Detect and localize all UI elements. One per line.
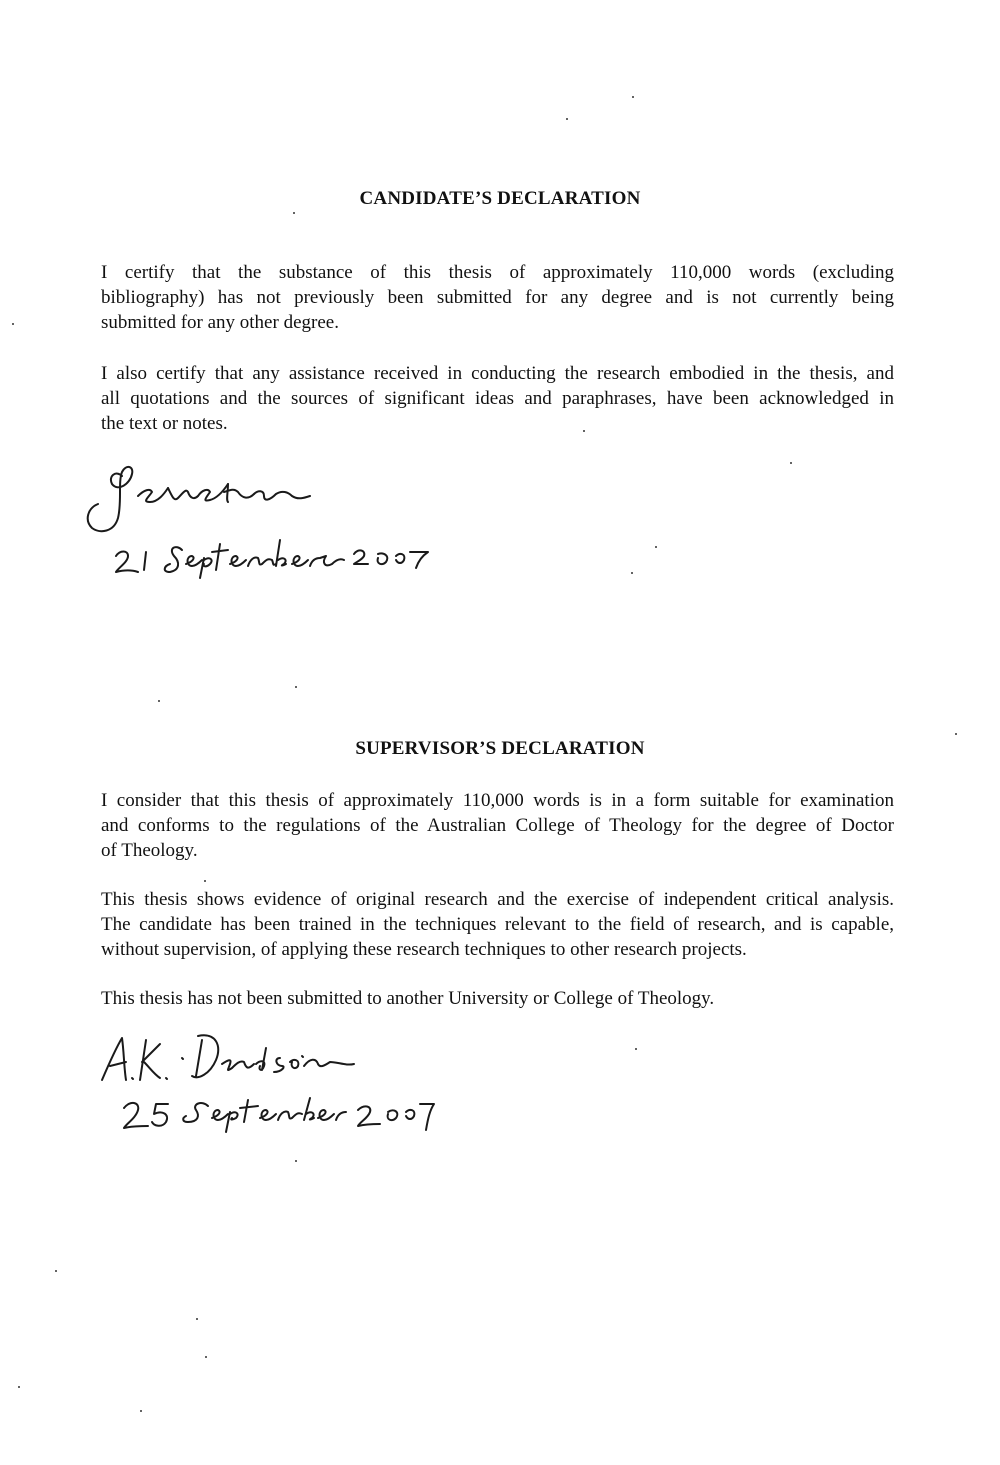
paragraph-line: I certify that the substance of this thesis of approximately 110,000 words (excluding: [101, 262, 894, 283]
paragraph-line: I consider that this thesis of approximately 110,000 words is in a form suitable for examination: [101, 790, 894, 811]
supervisor-evidence-paragraph: [101, 887, 894, 962]
scan-speck: [583, 430, 585, 432]
candidate-certify-paragraph: [101, 260, 894, 335]
supervisor-declaration-heading: SUPERVISOR’S DECLARATION: [355, 738, 645, 759]
supervisor-signature-date: [118, 1090, 438, 1140]
paragraph-line: I also certify that any assistance received in conducting the research embodied in the thesis, and: [101, 363, 894, 384]
paragraph-line: of Theology.: [101, 840, 198, 861]
scan-speck: [632, 96, 634, 98]
paragraph-line: bibliography) has not previously been submitted for any degree and is not currently being: [101, 287, 894, 308]
scan-speck: [295, 1160, 297, 1162]
scan-speck: [158, 700, 160, 702]
supervisor-signature: [98, 1028, 378, 1098]
scan-speck: [295, 686, 297, 688]
paragraph-line: This thesis shows evidence of original research and the exercise of independent critical analysis.: [101, 889, 894, 910]
paragraph-line: The candidate has been trained in the techniques relevant to the field of research, and is capable,: [101, 914, 894, 935]
candidate-declaration-heading: CANDIDATE’S DECLARATION: [359, 188, 641, 209]
paragraph-line: and conforms to the regulations of the Australian College of Theology for the degree of Doctor: [101, 815, 894, 836]
paragraph-line: submitted for any other degree.: [101, 312, 339, 333]
paragraph-line: all quotations and the sources of significant ideas and paraphrases, have been acknowledged in: [101, 388, 894, 409]
scan-speck: [293, 212, 295, 214]
scan-speck: [18, 1386, 20, 1388]
scan-speck: [631, 572, 633, 574]
paragraph-line: without supervision, of applying these research techniques to other research projects.: [101, 939, 747, 960]
scan-speck: [196, 1318, 198, 1320]
candidate-assistance-paragraph: [101, 361, 894, 436]
scan-speck: [566, 118, 568, 120]
scan-speck: [55, 1270, 57, 1272]
scan-speck: [140, 1410, 142, 1412]
scan-speck: [12, 323, 14, 325]
scan-speck: [205, 1356, 207, 1358]
paragraph-line: the text or notes.: [101, 413, 228, 434]
scan-speck: [790, 462, 792, 464]
scan-speck: [955, 733, 957, 735]
scan-speck: [635, 1048, 637, 1050]
scan-speck: [655, 546, 657, 548]
supervisor-not-submitted-paragraph: This thesis has not been submitted to another University or College of Theology.: [101, 988, 715, 1009]
scan-speck: [204, 880, 206, 882]
candidate-signature-date: [112, 530, 442, 580]
supervisor-consider-paragraph: [101, 788, 894, 863]
